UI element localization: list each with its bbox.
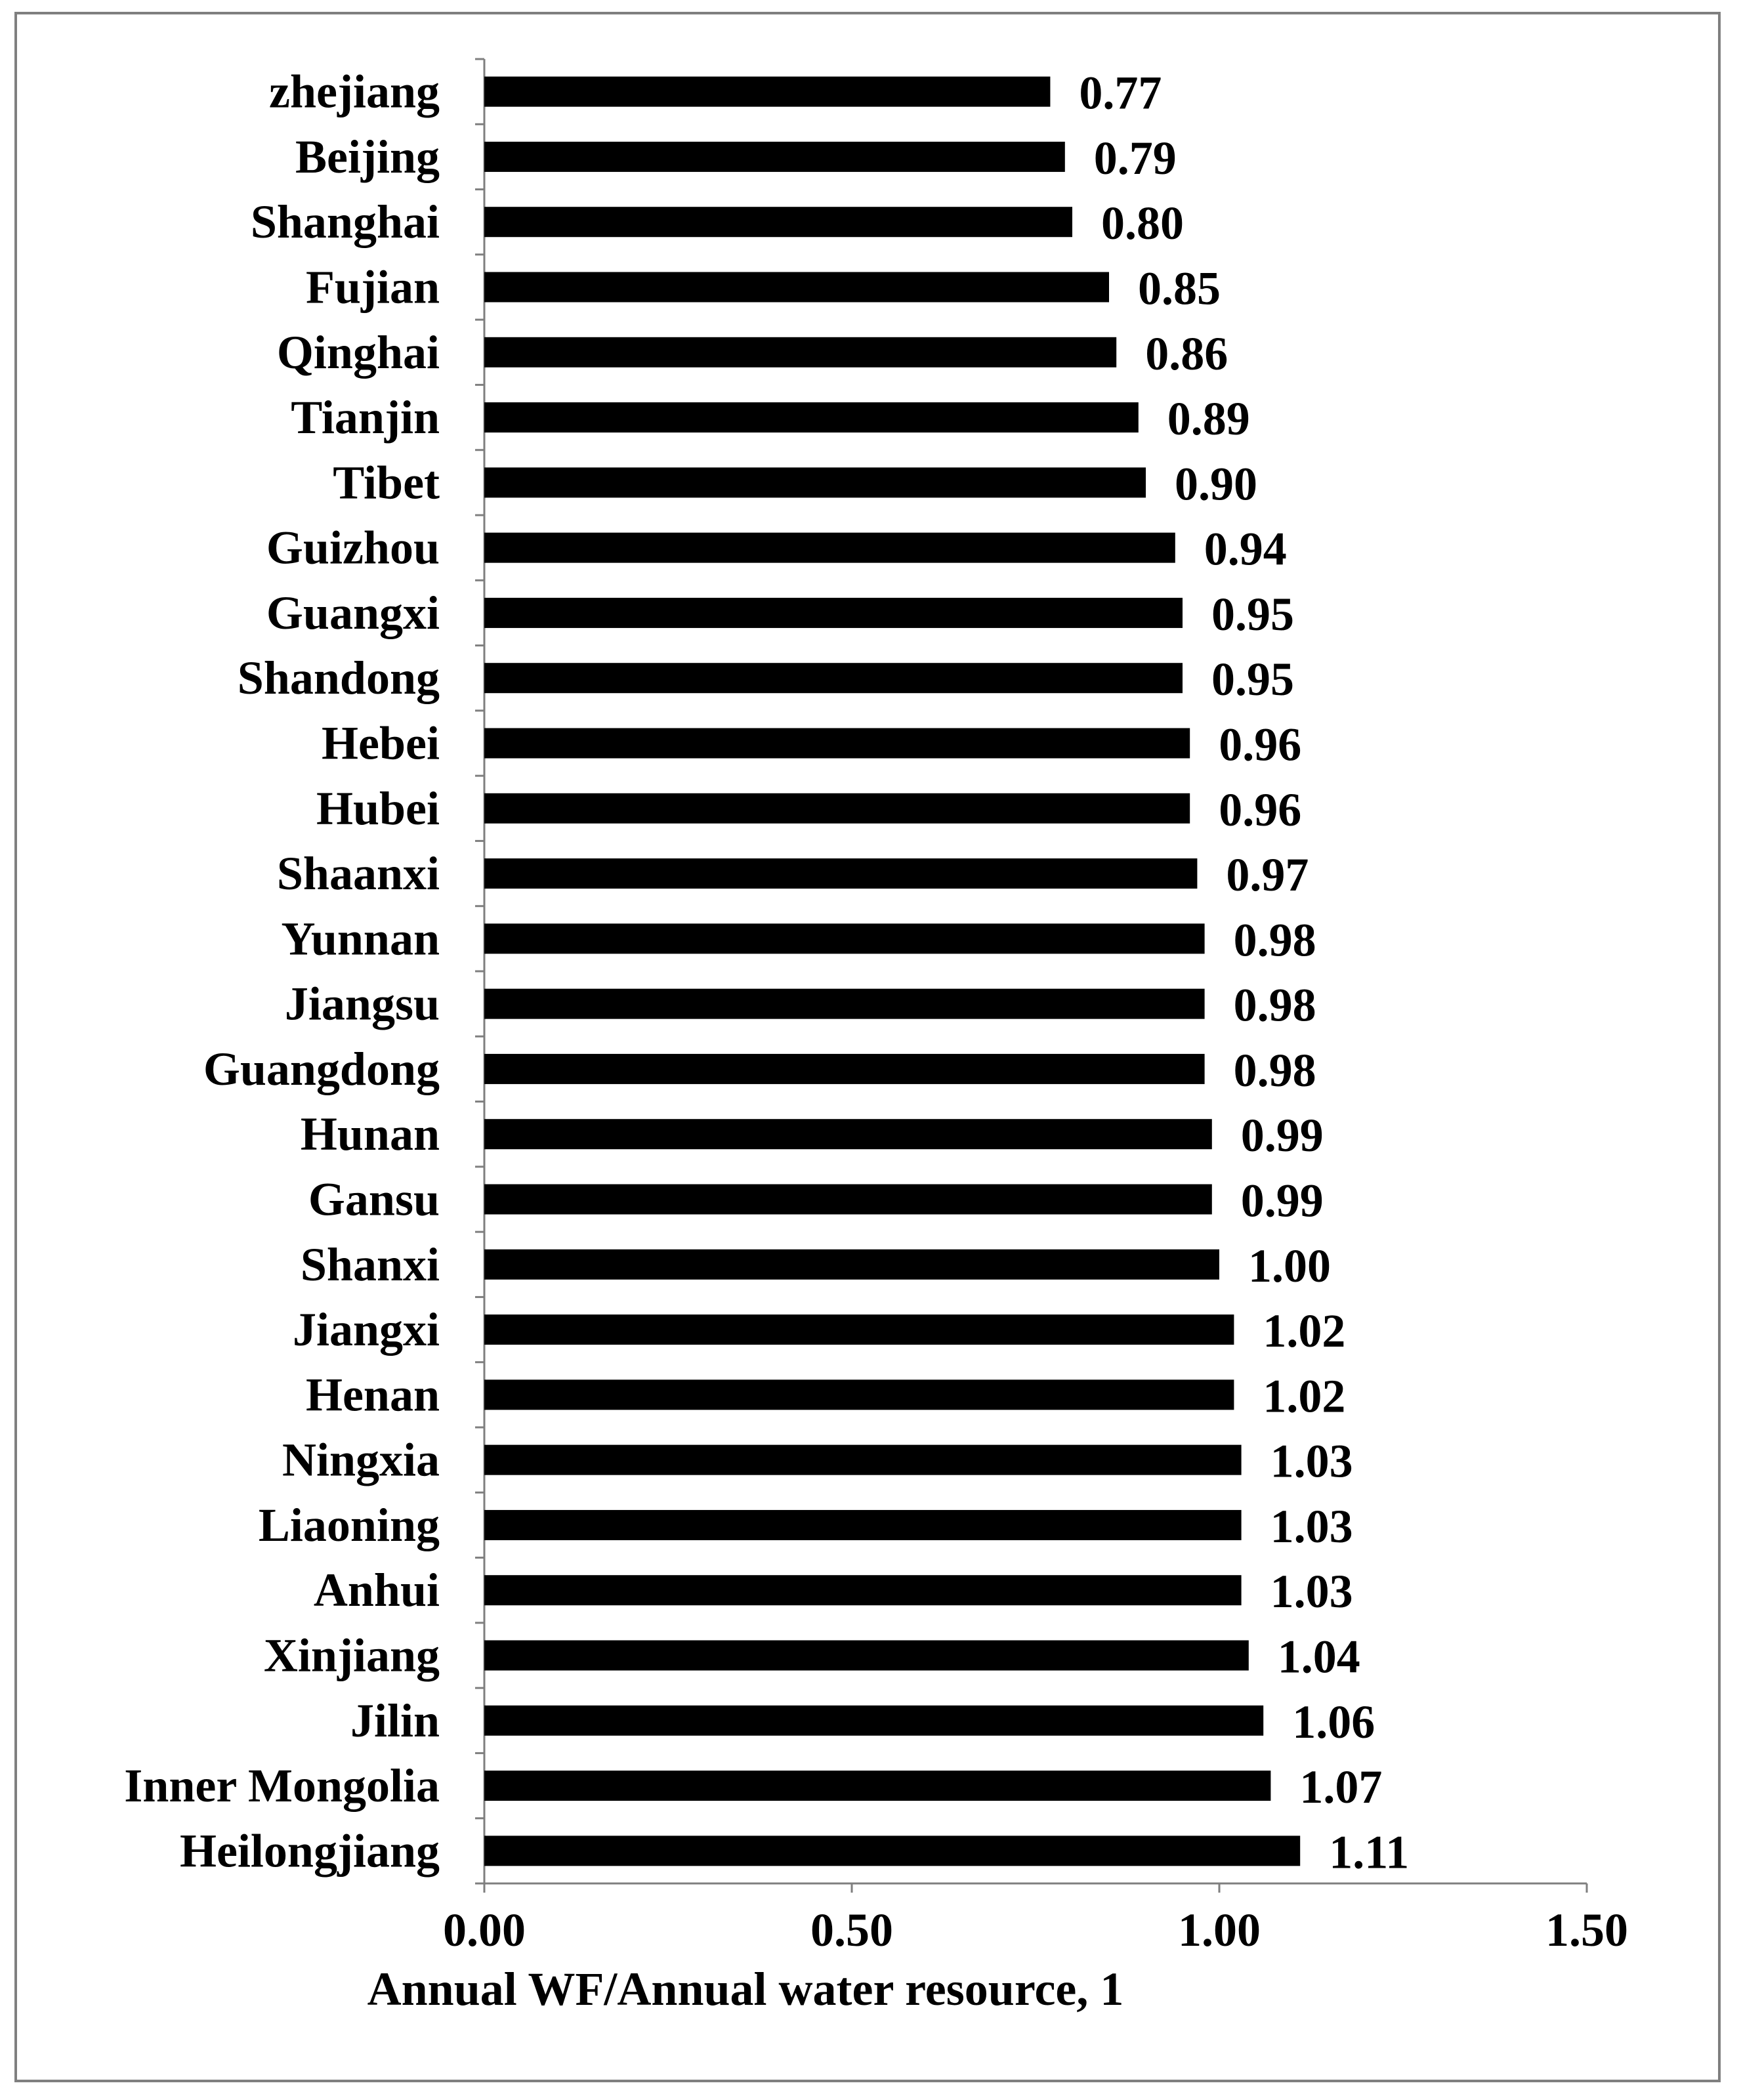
category-label: Henan	[305, 1368, 440, 1421]
bar	[484, 1771, 1270, 1801]
bar	[484, 1575, 1242, 1605]
category-label: Guangdong	[203, 1042, 440, 1095]
category-label: Hebei	[322, 717, 440, 770]
x-tick-label: 0.50	[810, 1904, 893, 1956]
data-label: 0.95	[1211, 587, 1294, 640]
category-label: Ningxia	[282, 1433, 440, 1486]
bar	[484, 1119, 1212, 1149]
category-label: Jilin	[350, 1694, 440, 1747]
bar	[484, 337, 1116, 368]
category-label: Hunan	[300, 1108, 440, 1161]
category-label: Guangxi	[266, 586, 440, 639]
category-label: Liaoning	[258, 1498, 440, 1551]
category-label: Shaanxi	[276, 847, 440, 900]
category-label: Yunnan	[281, 912, 440, 965]
data-label: 0.98	[1233, 978, 1316, 1032]
category-label: Shandong	[237, 652, 440, 705]
category-label: Jiangxi	[292, 1303, 440, 1356]
bar	[484, 1379, 1234, 1410]
data-label: 0.97	[1226, 849, 1309, 902]
data-label: 0.95	[1211, 653, 1294, 706]
x-tick-labels	[443, 1904, 1628, 1956]
bar	[484, 1054, 1205, 1084]
data-label: 1.03	[1270, 1500, 1353, 1553]
bar	[484, 1185, 1212, 1215]
bar	[484, 467, 1146, 497]
x-tick-label: 0.00	[443, 1904, 526, 1956]
category-label: Heilongjiang	[179, 1824, 440, 1878]
category-label: zhejiang	[269, 65, 440, 118]
category-label: Shanxi	[300, 1238, 440, 1291]
data-label: 0.86	[1145, 327, 1228, 380]
bar	[484, 728, 1190, 759]
data-label: 1.03	[1270, 1565, 1353, 1618]
category-label: Jiangsu	[284, 977, 440, 1030]
category-label: Gansu	[308, 1173, 440, 1226]
bar	[484, 793, 1190, 824]
data-label: 0.79	[1093, 131, 1177, 184]
data-label: 0.98	[1233, 914, 1316, 967]
category-label: Anhui	[313, 1564, 440, 1617]
data-label: 0.77	[1079, 66, 1162, 119]
data-label: 1.11	[1329, 1826, 1410, 1879]
data-label: 1.03	[1270, 1435, 1353, 1488]
data-label: 1.02	[1263, 1305, 1346, 1358]
chart-frame	[14, 12, 1721, 2082]
data-label: 0.99	[1240, 1109, 1324, 1162]
bar	[484, 989, 1205, 1019]
data-label: 0.80	[1101, 197, 1184, 250]
bar	[484, 1445, 1242, 1475]
bar	[484, 598, 1183, 628]
bar-chart	[17, 14, 1718, 2080]
data-label: 0.89	[1167, 392, 1250, 446]
bar	[484, 533, 1175, 563]
data-label: 1.04	[1277, 1630, 1360, 1683]
category-label: Shanghai	[250, 196, 440, 249]
data-label: 1.00	[1248, 1239, 1331, 1292]
bar	[484, 1641, 1249, 1671]
bar	[484, 923, 1205, 954]
data-label: 1.07	[1299, 1761, 1383, 1814]
category-label: Fujian	[305, 261, 440, 314]
category-label: Guizhou	[266, 521, 440, 574]
bar	[484, 77, 1050, 107]
data-labels	[1079, 67, 1409, 1879]
x-tick-label: 1.50	[1545, 1904, 1628, 1956]
bar	[484, 142, 1065, 172]
category-label: Tibet	[333, 456, 440, 509]
bar	[484, 1314, 1234, 1345]
category-label: Beijing	[295, 130, 440, 183]
data-label: 1.02	[1263, 1370, 1346, 1423]
data-label: 0.94	[1204, 522, 1287, 576]
bar	[484, 1250, 1219, 1280]
bar	[484, 1706, 1263, 1736]
x-axis-title: Annual WF/Annual water resource, 1	[367, 1963, 1124, 2015]
data-label: 0.98	[1233, 1043, 1316, 1097]
category-label: Hubei	[316, 782, 440, 835]
category-label: Xinjiang	[263, 1629, 440, 1682]
data-label: 0.85	[1138, 262, 1221, 315]
data-label: 0.90	[1175, 457, 1257, 511]
data-label: 0.96	[1219, 718, 1302, 771]
bar	[484, 1836, 1300, 1866]
bar	[484, 272, 1109, 303]
chart-axes	[475, 59, 1587, 1893]
category-label: Inner Mongolia	[124, 1759, 440, 1813]
data-label: 0.96	[1219, 783, 1302, 836]
category-labels	[124, 66, 440, 1878]
bar	[484, 663, 1183, 693]
data-label: 1.06	[1292, 1695, 1375, 1748]
data-label: 0.99	[1240, 1174, 1324, 1227]
bar	[484, 858, 1197, 889]
bar	[484, 207, 1072, 237]
x-tick-label: 1.00	[1178, 1904, 1261, 1956]
bar	[484, 1510, 1242, 1540]
bar	[484, 402, 1139, 432]
category-label: Qinghai	[276, 326, 440, 379]
category-label: Tianjin	[291, 391, 440, 444]
